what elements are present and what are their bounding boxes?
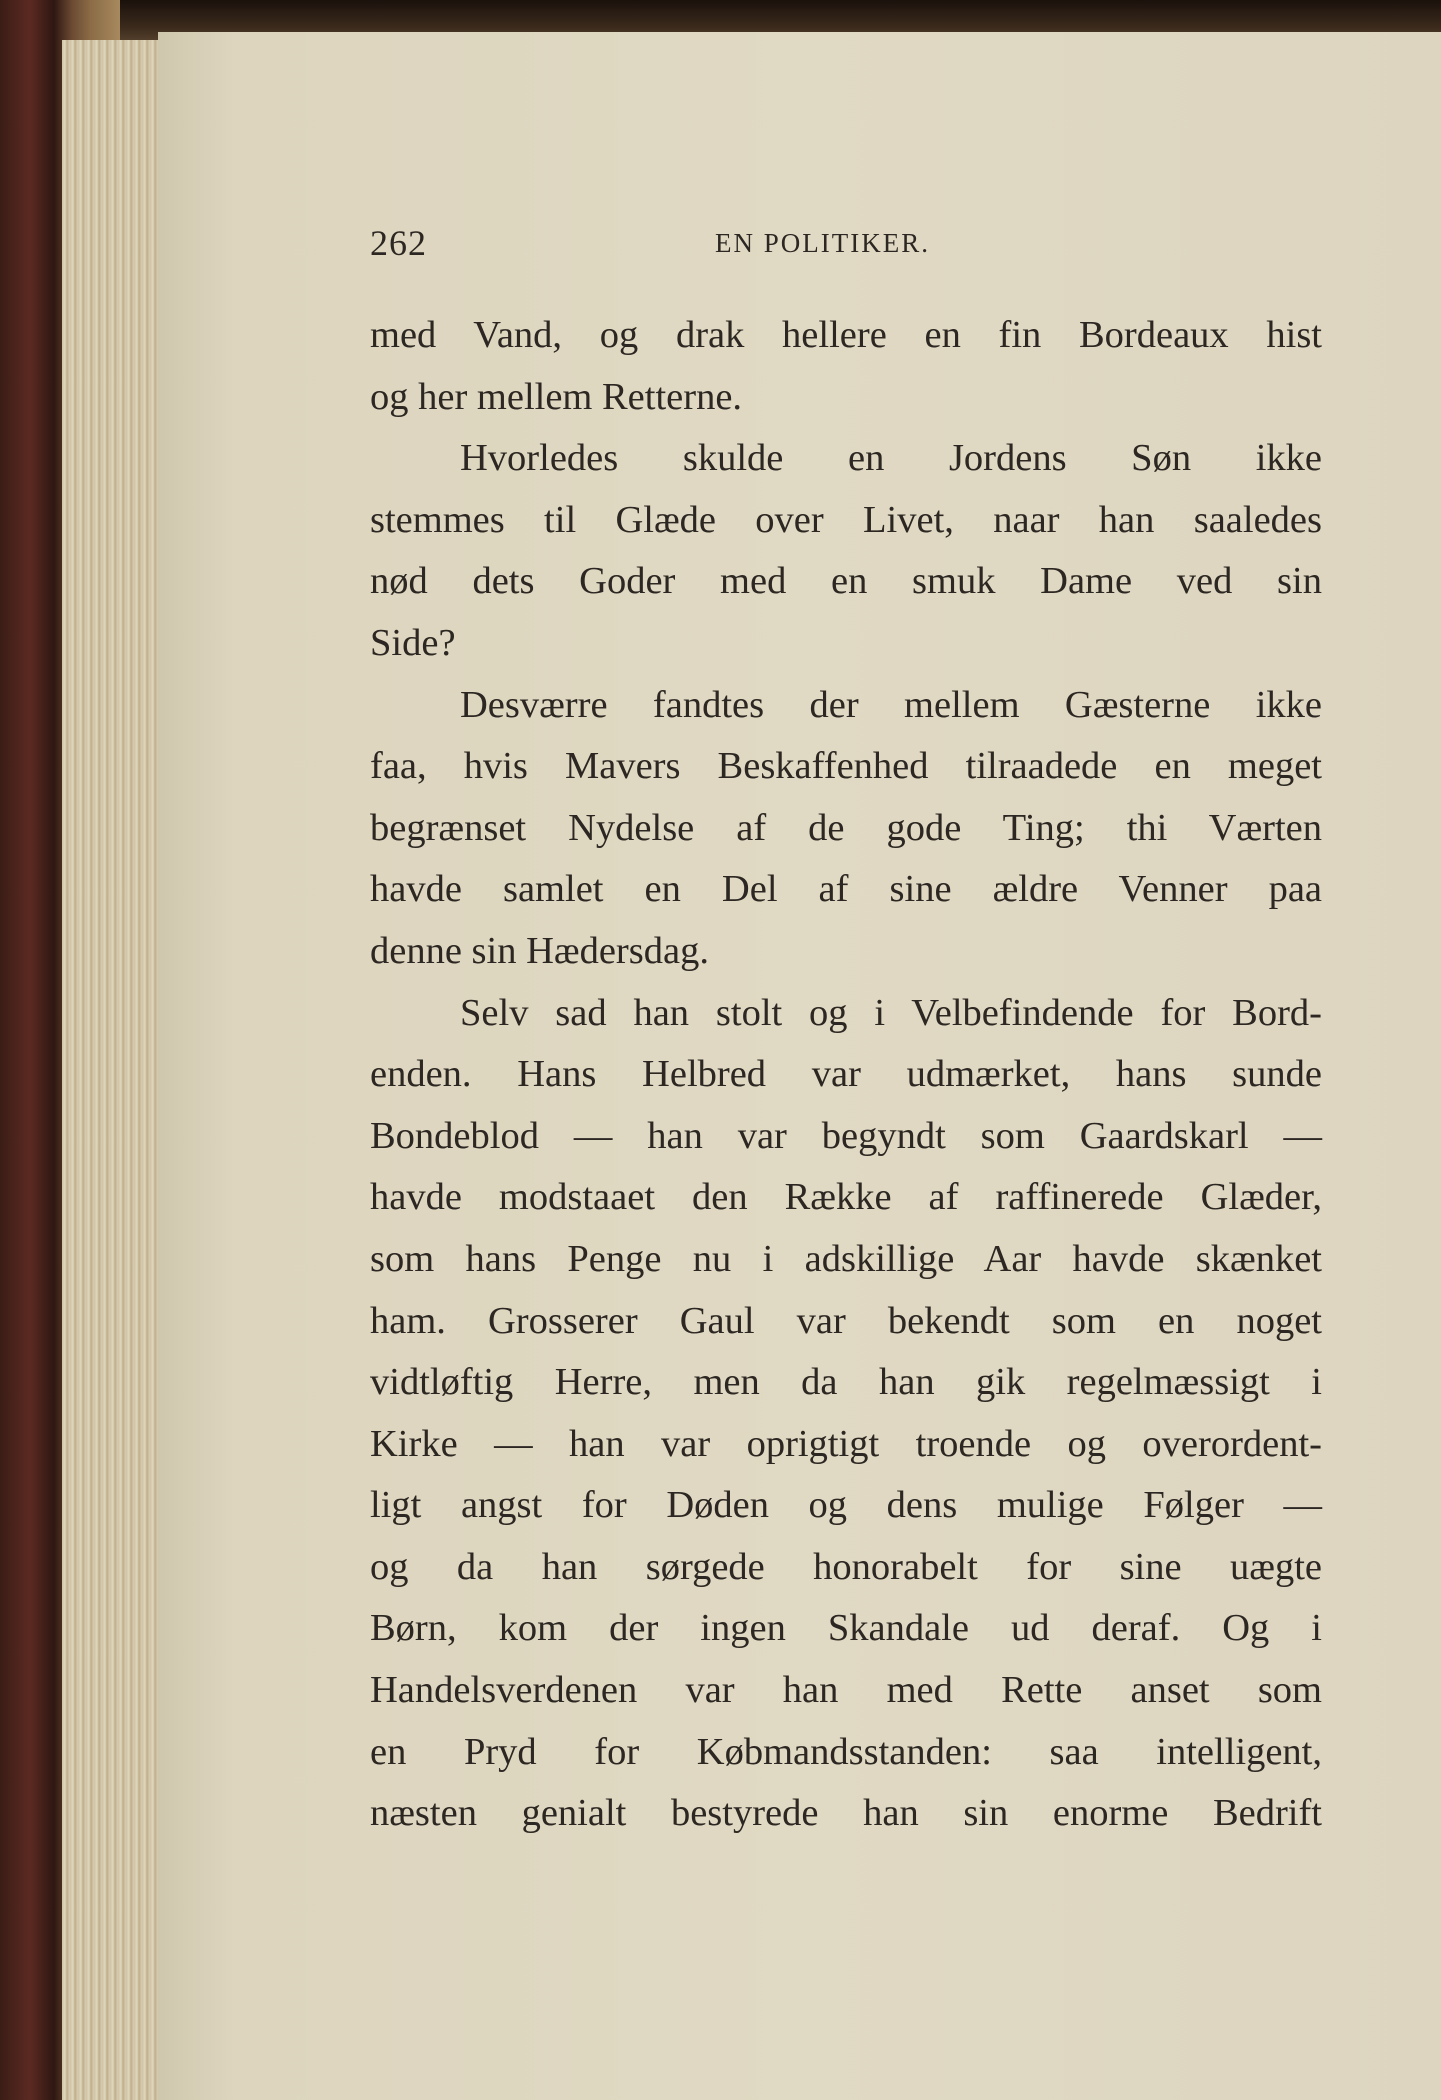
text-line: og da han sørgede honorabelt for sine uægte: [370, 1545, 1322, 1588]
text-line: Handelsverdenen var han med Rette anset som: [370, 1669, 1322, 1712]
text-line: Desværre fandtes der mellem Gæsterne ikke: [460, 683, 1322, 726]
text-line: som hans Penge nu i adskillige Aar havde skænket: [370, 1237, 1322, 1280]
text-line: havde samlet en Del af sine ældre Venner paa: [370, 868, 1322, 911]
text-line: vidtløftig Herre, men da han gik regelmæssigt i: [370, 1361, 1322, 1404]
text-line: begrænset Nydelse af de gode Ting; thi Værten: [370, 806, 1322, 849]
text-line: stemmes til Glæde over Livet, naar han saaledes: [370, 498, 1322, 541]
running-title: EN POLITIKER.: [715, 228, 930, 258]
text-line: Børn, kom der ingen Skandale ud deraf. Og i: [370, 1607, 1322, 1650]
text-line: faa, hvis Mavers Beskaffenhed tilraadede en meget: [370, 745, 1322, 788]
text-line: en Pryd for Købmandsstanden: saa intelligent,: [370, 1730, 1322, 1773]
text-line: og her mellem Retterne.: [370, 375, 743, 418]
page-number: 262: [370, 223, 427, 263]
text-line: nød dets Goder med en smuk Dame ved sin: [370, 560, 1322, 603]
text-line: ham. Grosserer Gaul var bekendt som en noget: [370, 1299, 1322, 1342]
text-line: ligt angst for Døden og dens mulige Følger —: [370, 1484, 1322, 1527]
body-text: [370, 305, 1322, 1845]
text-line: næsten genialt bestyrede han sin enorme Bedrift: [370, 1792, 1322, 1835]
text-line: denne sin Hædersdag.: [370, 929, 709, 972]
page-stack-edge: [62, 40, 162, 2100]
page-header: [370, 222, 1320, 272]
text-line: havde modstaaet den Række af raffinerede Glæder,: [370, 1176, 1322, 1219]
text-line: med Vand, og drak hellere en fin Bordeaux hist: [370, 314, 1322, 356]
text-line: Hvorledes skulde en Jordens Søn ikke: [460, 437, 1322, 480]
text-line: Side?: [370, 621, 456, 664]
text-line: Kirke — han var oprigtigt troende og overordent-: [370, 1422, 1322, 1465]
text-line: enden. Hans Helbred var udmærket, hans sunde: [370, 1053, 1322, 1096]
text-line: Bondeblod — han var begyndt som Gaardskarl —: [370, 1114, 1322, 1157]
text-line: Selv sad han stolt og i Velbefindende for Bord-: [460, 991, 1322, 1034]
